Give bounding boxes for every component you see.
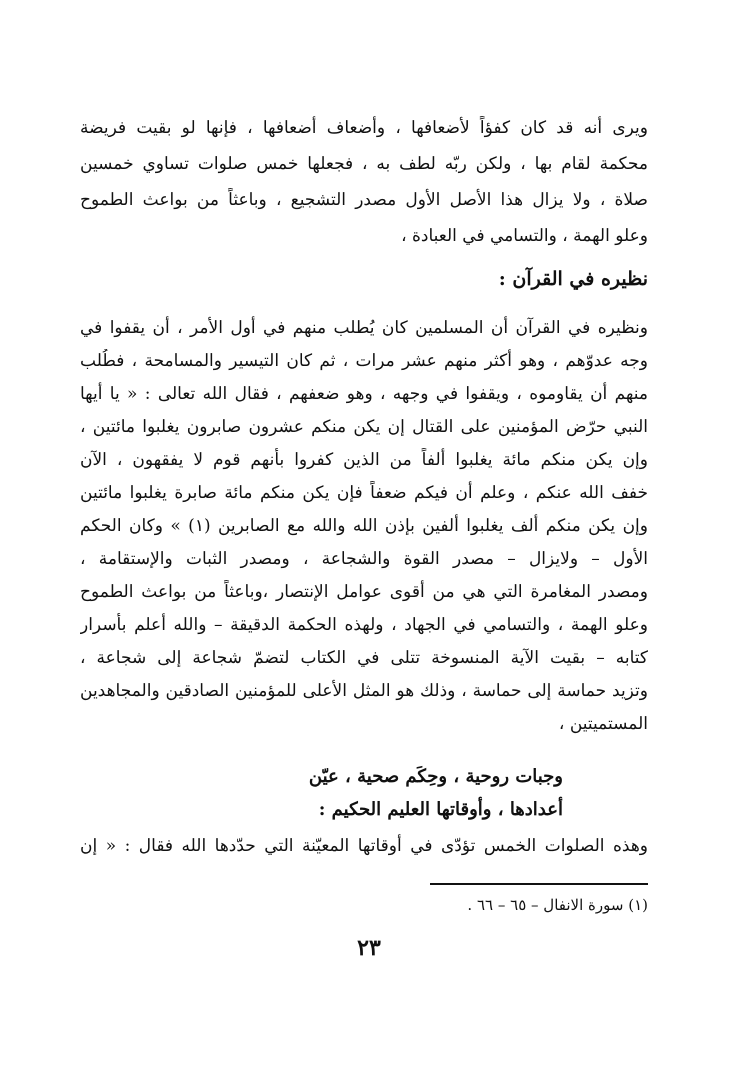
text-line: ونظيره في القرآن أن المسلمين كان يُطلب منهم في أول الأمر ، أن يقفوا في xyxy=(80,318,648,338)
text-line: المستميتين ، xyxy=(558,714,648,734)
text-line: خفف الله عنكم ، وعلم أن فيكم ضعفاً فإن يكن منكم مائة صابرة يغلبوا مائتين xyxy=(80,483,648,503)
text-line: كتابه – بقيت الآية المنسوخة تتلى في الكتاب لتضمّ شجاعة إلى شجاعة ، xyxy=(80,648,648,668)
text-line: ويرى أنه قد كان كفؤاً لأضعافها ، وأضعاف أضعافها ، فإنها لو بقيت فريضة xyxy=(80,118,648,138)
text-line: وإن يكن منكم مائة يغلبوا ألفاً من الذين كفروا بأنهم قوم لا يفقهون ، الآن xyxy=(80,450,648,470)
text-line: منهم أن يقاوموه ، ويقفوا في وجهه ، وهو ضعفهم ، فقال الله تعالى : « يا أيها xyxy=(80,384,648,404)
text-line: وعلو الهمة ، والتسامي في العبادة ، xyxy=(401,226,648,246)
footnote: (١) سورة الانفال – ٦٥ – ٦٦ . xyxy=(467,896,648,914)
text-line: وجه عدوّهم ، وهو أكثر منهم عشر مرات ، ثم كان التيسير والمسامحة ، فطُلب xyxy=(80,351,648,371)
text-line: وتزيد حماسة إلى حماسة ، وذلك هو المثل الأعلى للمؤمنين الصادقين والمجاهدين xyxy=(80,681,648,701)
text-line: ومصدر المغامرة التي هي من أقوى عوامل الإنتصار ،وباعثاً من بواعث الطموح xyxy=(80,582,648,602)
text-line: وهذه الصلوات الخمس تؤدّى في أوقاتها المعيّنة التي حدّدها الله فقال : « إن xyxy=(80,836,648,856)
subheading-line: أعدادها ، وأوقاتها العليم الحكيم : xyxy=(318,799,563,820)
section-heading-quran: نظيره في القرآن : xyxy=(498,268,648,290)
text-line: الأول – ولايزال – مصدر القوة والشجاعة ، ومصدر الثبات والإستقامة ، xyxy=(80,549,648,569)
subheading-line: وجبات روحية ، وحِكَم صحية ، عيّن xyxy=(308,766,563,787)
text-line: وإن يكن منكم ألف يغلبوا ألفين بإذن الله والله مع الصابرين (١) » وكان الحكم xyxy=(80,516,648,536)
text-line: صلاة ، ولا يزال هذا الأصل الأول مصدر التشجيع ، وباعثاً من بواعث الطموح xyxy=(80,190,648,210)
text-line: وعلو الهمة ، والتسامي في الجهاد ، ولهذه الحكمة الدقيقة – والله أعلم بأسرار xyxy=(80,615,648,635)
footnote-divider xyxy=(430,883,648,885)
text-line: النبي حرّض المؤمنين على القتال إن يكن منكم عشرون صابرون يغلبوا مائتين ، xyxy=(80,417,648,437)
text-line: محكمة لقام بها ، ولكن ربّه لطف به ، فجعلها خمس صلوات تساوي خمسين xyxy=(80,154,648,174)
page-number: ٢٣ xyxy=(357,935,381,961)
